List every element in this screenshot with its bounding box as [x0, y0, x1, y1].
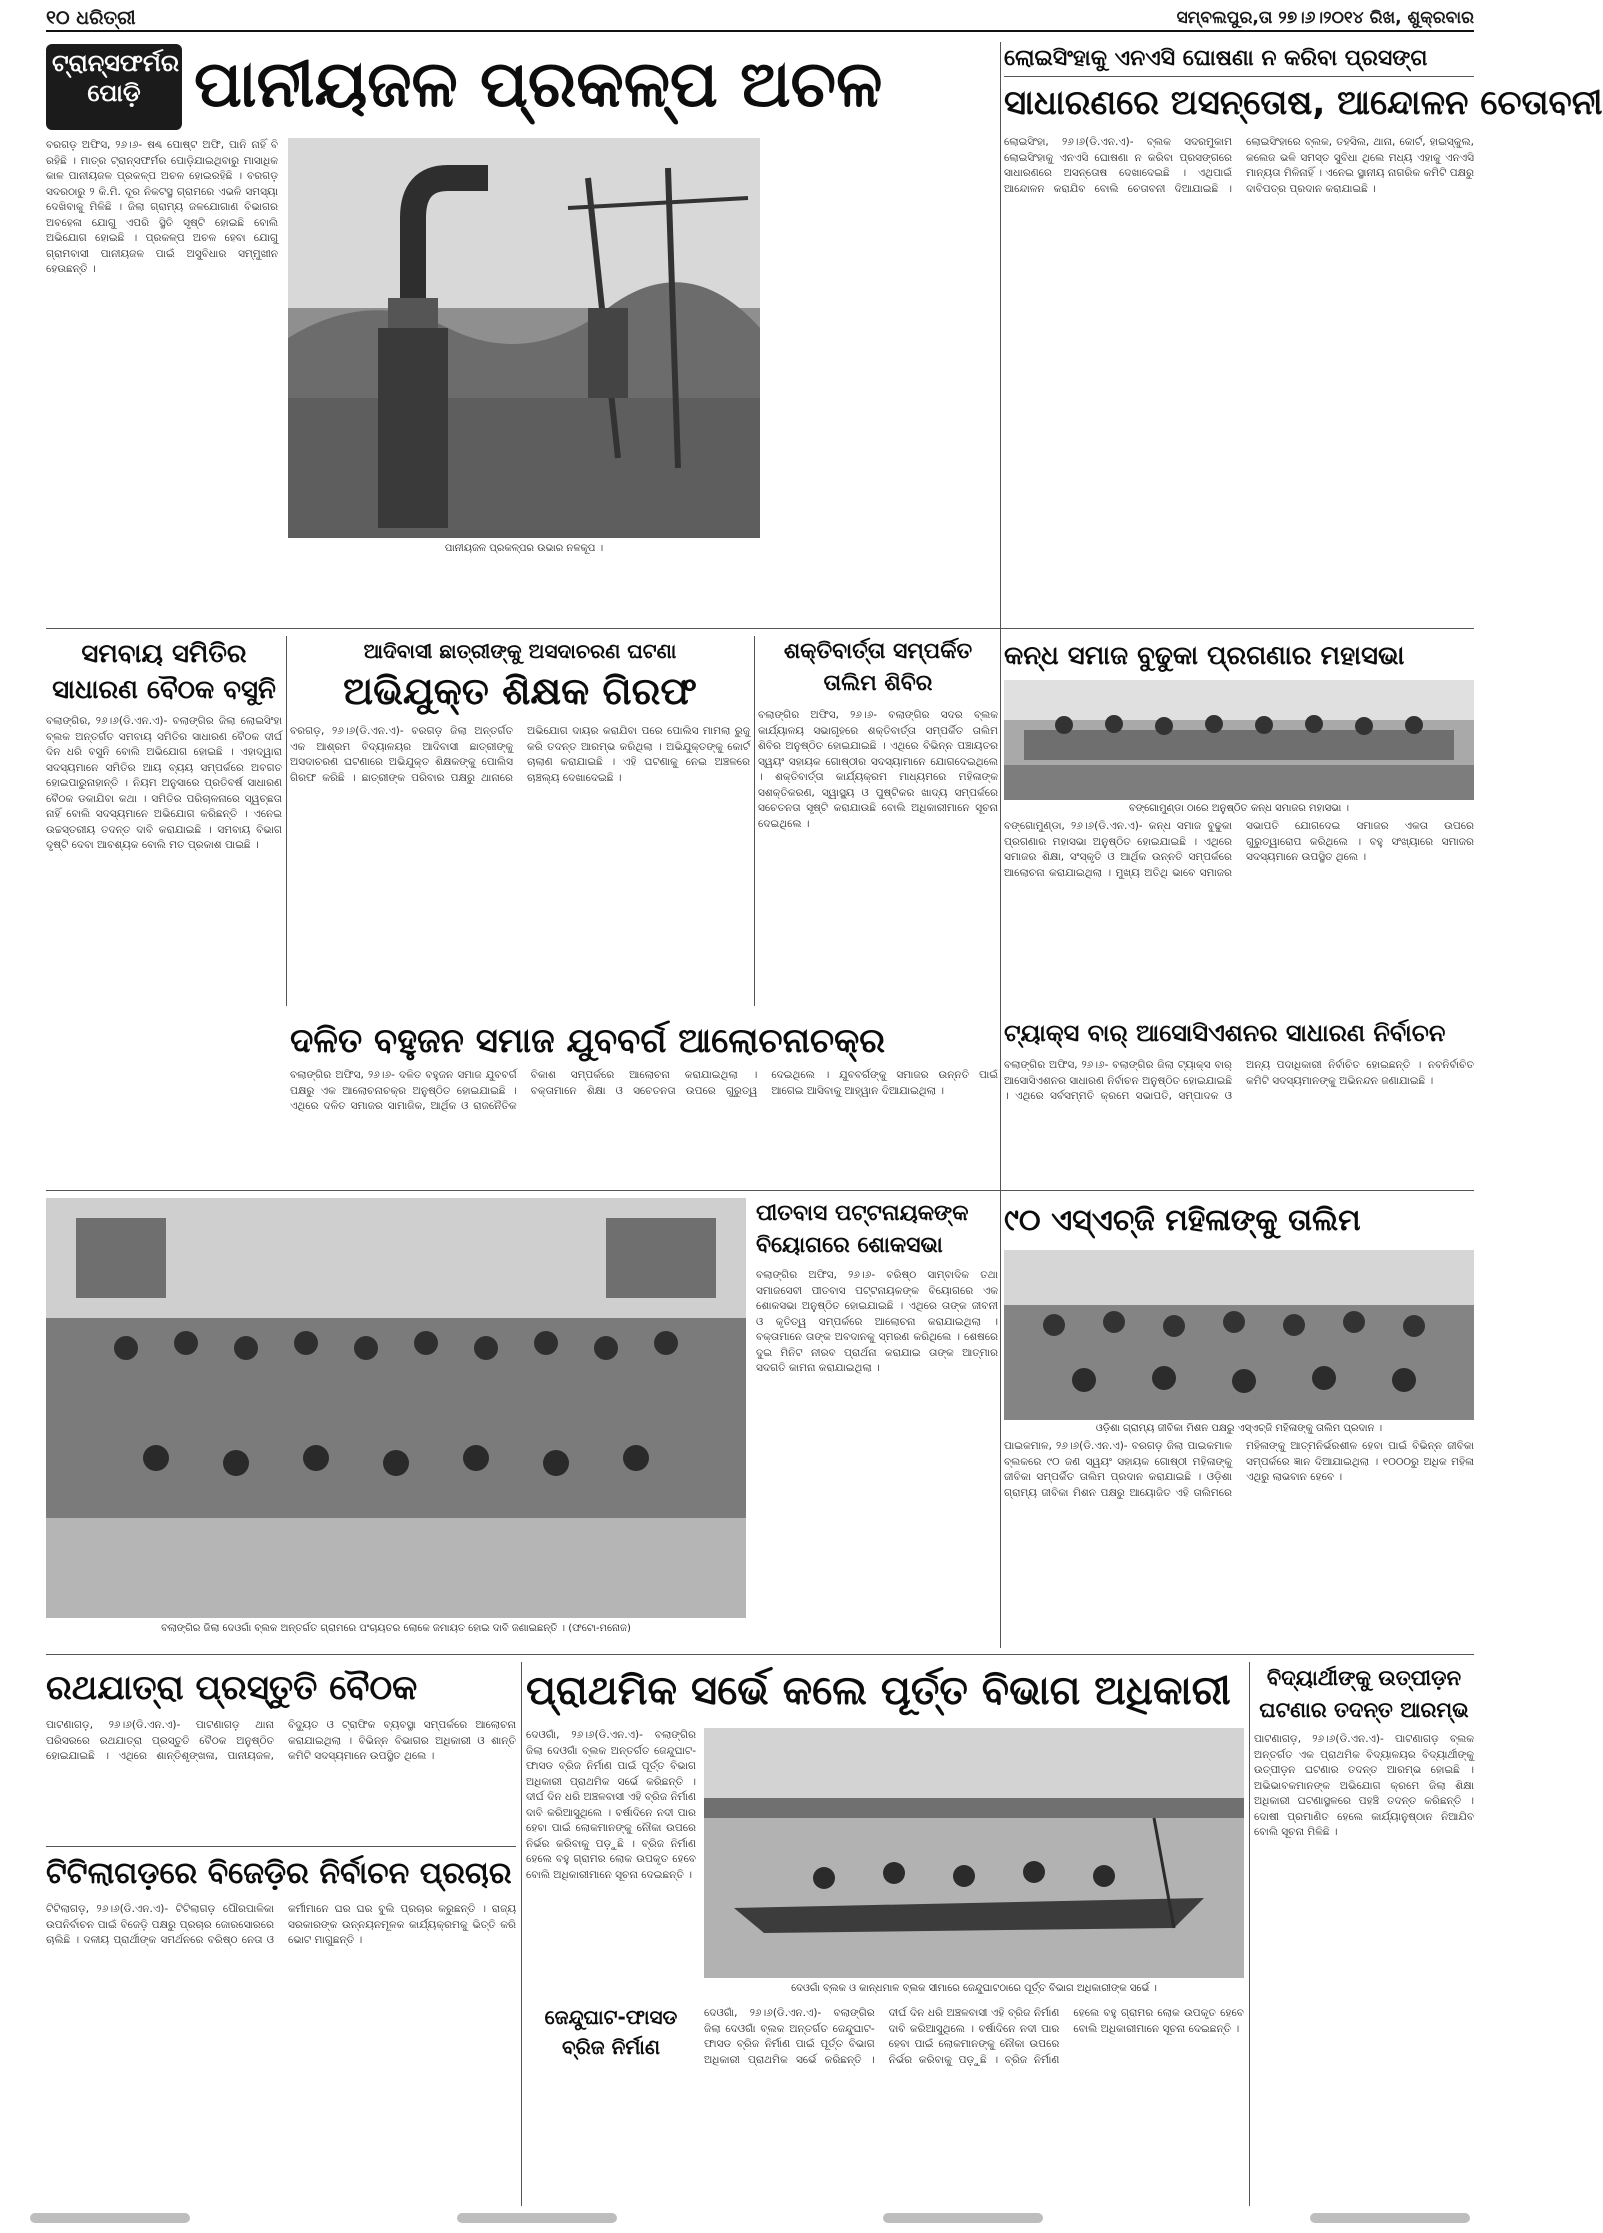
photo-caption: ଦେଓଗାଁ ବ୍ଲକ ଓ କାନ୍ଧମାଳ ବ୍ଲକ ସୀମାରେ ଜେନ୍ଦୁଘାଟଠାରେ ପୂର୍ତ୍ତ ବିଭାଗ ଅଧିକାରୀଙ୍କ ସର୍ଭେ । [791, 1983, 1157, 1994]
kandha-photo [1004, 680, 1474, 800]
story-headline: ପୀତବାସ ପଟ୍ଟନାୟକଙ୍କ ବିୟୋଗରେ ଶୋକସଭା [756, 1201, 969, 1258]
story-cooperative [46, 636, 282, 1006]
column-rule [1000, 42, 1001, 1648]
story-headline: ଅଭିଯୁକ୍ତ ଶିକ୍ଷକ ଗିରଫ [343, 669, 697, 713]
villagers-photo [46, 1198, 746, 1618]
photo-caption: ବଲାଙ୍ଗିର ଜିଲା ଦେଓଗାଁ ବ୍ଲକ ଅନ୍ତର୍ଗତ ଗ୍ରାମରେ ପଂଚାୟତର ଲୋକେ ଜମାୟତ ହୋଇ ଦାବି ଜଣାଇଛନ୍ତି । (ଫଟୋ-ମନୋଜ) [161, 1623, 631, 1634]
story-headline: ରଥଯାତ୍ରା ପ୍ରସ୍ତୁତି ବୈଠକ [46, 1668, 418, 1708]
story-teacher [290, 636, 750, 1006]
story-villagers [46, 1198, 746, 1648]
column-rule [521, 1662, 522, 2206]
story-body: ପାଇକମାଳ, ୨୬।୬(ଡି.ଏନ.ଏ)- ବରଗଡ଼ ଜିଲା ପାଇକମାଳ ବ୍ଲକରେ ୯୦ ଜଣ ସ୍ୱୟଂ ସହାୟକ ଗୋଷ୍ଠୀ ମହିଳାଙ୍କୁ ଜୀବିକା ସମ୍ପର୍କିତ ତାଲିମ ପ୍ରଦାନ କରାଯାଇଛି । ଓଡ଼ିଶା ଗ୍ରାମ୍ୟ ଜୀବିକା ମିଶନ ପକ୍ଷରୁ ଆୟୋଜିତ ଏହି ତାଲିମରେ ମହିଳାଙ୍କୁ ଆତ୍ମନିର୍ଭରଶୀଳ ହେବା ପାଇଁ ବିଭିନ୍ନ ଜୀବିକା ସମ୍ପର୍କରେ ଜ୍ଞାନ ଦିଆଯାଇଥିଲା । ୧୦୦୦ରୁ ଅଧିକ ମହିଳା ଏଥିରୁ ଲାଭବାନ ହେବେ । [1004, 1440, 1474, 1499]
masthead-strip [46, 6, 1474, 32]
story-headline: ଟ୍ୟାକ୍ସ ବାର୍ ଆସୋସିଏଶନର ସାଧାରଣ ନିର୍ବାଚନ [1004, 1019, 1446, 1047]
story-titilagarh [46, 1850, 516, 2206]
divider [46, 1846, 516, 1847]
story-body: ପାଟଣାଗଡ଼, ୨୬।୬(ଡି.ଏନ.ଏ)- ପାଟଣାଗଡ଼ ଥାନା ପରିସରରେ ରଥଯାତ୍ରା ପ୍ରସ୍ତୁତି ବୈଠକ ଅନୁଷ୍ଠିତ ହୋଇଯାଇଛି । ଏଥିରେ ଶାନ୍ତିଶୃଙ୍ଖଳା, ପାନୀୟଜଳ, ବିଦ୍ୟୁତ ଓ ଟ୍ରାଫିକ ବ୍ୟବସ୍ଥା ସମ୍ପର୍କରେ ଆଲୋଚନା କରାଯାଇଥିଲା । ବିଭିନ୍ନ ବିଭାଗର ଅଧିକାରୀ ଓ ଶାନ୍ତି କମିଟି ସଦସ୍ୟମାନେ ଉପସ୍ଥିତ ଥିଲେ । [46, 1719, 516, 1762]
story-headline: ସମବାୟ ସମିତିର ସାଧାରଣ ବୈଠକ ବସୁନି [52, 639, 276, 705]
story-taxbar [1004, 1014, 1474, 1184]
story-headline: ସାଧାରଣରେ ଅସନ୍ତୋଷ, ଆନ୍ଦୋଳନ ଚେତାବନୀ [1004, 83, 1603, 123]
photo-caption: ବଙ୍ଗୋମୁଣ୍ଡା ଠାରେ ଅନୁଷ୍ଠିତ କନ୍ଧ ସମାଜର ମହାସଭା । [1129, 803, 1349, 814]
story-subhead: ଜେନ୍ଦୁଘାଟ-ଫାସଡ ବ୍ରିଜ ନିର୍ମାଣ [544, 2005, 678, 2059]
footer-mark [1310, 2213, 1470, 2223]
story-body: ଟିଟିଲାଗଡ଼, ୨୬।୬(ଡି.ଏନ.ଏ)- ଟିଟିଲାଗଡ଼ ପୌରପାଳିକା ଉପନିର୍ବାଚନ ପାଇଁ ବିଜେଡ଼ି ପକ୍ଷରୁ ପ୍ରଚାର ଜୋରସୋରରେ ଚାଲିଛି । ଦଳୀୟ ପ୍ରାର୍ଥୀଙ୍କ ସମର୍ଥନରେ ବରିଷ୍ଠ ନେତା ଓ କର୍ମୀମାନେ ଘର ଘର ବୁଲି ପ୍ରଚାର କରୁଛନ୍ତି । ରାଜ୍ୟ ସରକାରଙ୍କ ଉନ୍ନୟନମୂଳକ କାର୍ଯ୍ୟକ୍ରମକୁ ଭିତ୍ତି କରି ଭୋଟ ମାଗୁଛନ୍ତି । [46, 1903, 516, 1946]
story-body: ବଲାଙ୍ଗିର ଅଫିସ, ୨୬।୬- ବରିଷ୍ଠ ସାମ୍ବାଦିକ ତଥା ସମାଜସେବୀ ପୀତବାସ ପଟ୍ଟନାୟକଙ୍କ ବିୟୋଗରେ ଏକ ଶୋକସଭା ଅନୁଷ୍ଠିତ ହୋଇଯାଇଛି । ଏଥିରେ ତାଙ୍କ ଜୀବନୀ ଓ କୃତିତ୍ୱ ସମ୍ପର୍କରେ ଆଲୋଚନା କରାଯାଇଥିଲା । ବକ୍ତାମାନେ ତାଙ୍କ ଅବଦାନକୁ ସ୍ମରଣ କରିଥିଲେ । ଶେଷରେ ଦୁଇ ମିନିଟ ନୀରବ ପ୍ରାର୍ଥନା କରାଯାଇ ତାଙ୍କ ଆତ୍ମାର ସଦଗତି କାମନା କରାଯାଇଥିଲା । [756, 1269, 998, 1374]
footer-mark [30, 2213, 190, 2223]
story-body: ଲୋଇସିଂହା, ୨୬।୬(ଡି.ଏନ.ଏ)- ବ୍ଲକ ସଦରମୁକାମ ଲୋଇସିଂହାକୁ ଏନଏସି ଘୋଷଣା ନ କରିବା ପ୍ରସଙ୍ଗରେ ସାଧାରଣରେ ଅସନ୍ତୋଷ ଦେଖାଦେଇଛି । ଏଥିପାଇଁ ଆନ୍ଦୋଳନ କରାଯିବ ବୋଲି ଚେତାବନୀ ଦିଆଯାଇଛି । ଲୋଇସିଂହାରେ ବ୍ଲକ, ତହସିଲ, ଥାନା, କୋର୍ଟ, ହାଇସ୍କୁଲ, କଲେଜ ଭଳି ସମସ୍ତ ସୁବିଧା ଥିଲେ ମଧ୍ୟ ଏହାକୁ ଏନଏସି ମାନ୍ୟତା ମିଳିନାହିଁ । ଏନେଇ ସ୍ଥାନୀୟ ନାଗରିକ କମିଟି ପକ୍ଷରୁ ଦାବିପତ୍ର ପ୍ରଦାନ କରାଯାଇଛି । [1004, 136, 1474, 195]
column-rule [286, 636, 287, 1006]
column-rule [1249, 1662, 1250, 2206]
story-body: ଦେଓଗାଁ, ୨୬।୬(ଡି.ଏନ.ଏ)- ବଲାଙ୍ଗିର ଜିଲା ଦେଓଗାଁ ବ୍ଲକ ଅନ୍ତର୍ଗତ ଜେନ୍ଦୁଘାଟ-ଫାସଡ ବ୍ରିଜ ନିର୍ମାଣ ପାଇଁ ପୂର୍ତ୍ତ ବିଭାଗ ଅଧିକାରୀ ପ୍ରାଥମିକ ସର୍ଭେ କରିଛନ୍ତି । ଦୀର୍ଘ ଦିନ ଧରି ଅଞ୍ଚଳବାସୀ ଏହି ବ୍ରିଜ ନିର୍ମାଣ ଦାବି କରିଆସୁଥିଲେ । ବର୍ଷାଦିନେ ନଦୀ ପାର ହେବା ପାଇଁ ଲୋକମାନଙ୍କୁ ନୌକା ଉପରେ ନିର୍ଭର କରିବାକୁ ପଡ଼ୁଛି । ବ୍ରିଜ ନିର୍ମାଣ ହେଲେ ବହୁ ଗ୍ରାମର ଲୋକ ଉପକୃତ ହେବେ ବୋଲି ଅଧିକାରୀମାନେ ସୂଚନା ଦେଇଛନ୍ତି । [526, 1729, 696, 1881]
story-headline: ୯୦ ଏସ୍‌ଏଚ୍‌ଜି ମହିଳାଙ୍କୁ ତାଲିମ [1004, 1203, 1361, 1238]
story-dalit [290, 1014, 998, 1184]
story-headline: ପାନୀୟଜଳ ପ୍ରକଳ୍ପ ଅଚଳ [194, 48, 883, 122]
story-student [1254, 1662, 1474, 2206]
divider [46, 1190, 1474, 1191]
photo-caption: ଓଡ଼ିଶା ଗ୍ରାମ୍ୟ ଜୀବିକା ମିଶନ ପକ୍ଷରୁ ଏସ୍‌ଏଚ୍‌ଜି ମହିଳାଙ୍କୁ ତାଲିମ ପ୍ରଦାନ । [1095, 1423, 1383, 1434]
story-loisingha [1004, 42, 1603, 622]
story-headline: ବିଦ୍ୟାର୍ଥୀଙ୍କୁ ଉତ୍ପୀଡ଼ନ ଘଟଣାର ତଦନ୍ତ ଆରମ୍ଭ [1259, 1666, 1469, 1722]
story-survey [526, 1662, 1244, 2206]
crowd-image [46, 1198, 746, 1618]
story-body: ବଲାଙ୍ଗିର ଅଫିସ, ୨୬।୬- ବଲାଙ୍ଗିର ଜିଲା ଟ୍ୟାକ୍ସ ବାର୍ ଆସୋସିଏଶନର ସାଧାରଣ ନିର୍ବାଚନ ଅନୁଷ୍ଠିତ ହୋଇଯାଇଛି । ଏଥିରେ ସର୍ବସମ୍ମତି କ୍ରମେ ସଭାପତି, ସମ୍ପାଦକ ଓ ଅନ୍ୟ ପଦାଧିକାରୀ ନିର୍ବାଚିତ ହୋଇଛନ୍ତି । ନବନିର୍ବାଚିତ କମିଟି ସଦସ୍ୟମାନଙ୍କୁ ଅଭିନନ୍ଦନ ଜଣାଯାଇଛି । [1004, 1059, 1474, 1102]
training-image [1004, 1250, 1474, 1420]
story-body: ବଲାଙ୍ଗିର, ୨୬।୬(ଡି.ଏନ.ଏ)- ବଲାଙ୍ଗିର ଜିଲା ଲୋଇସିଂହା ବ୍ଲକ ଅନ୍ତର୍ଗତ ସମବାୟ ସମିତିର ସାଧାରଣ ବୈଠକ ଦୀର୍ଘ ଦିନ ଧରି ବସୁନି ବୋଲି ଅଭିଯୋଗ ହୋଇଛି । ଏହାଦ୍ୱାରା ସଦସ୍ୟମାନେ ସମିତିର ଆୟ ବ୍ୟୟ ସମ୍ପର୍କରେ ଅବଗତ ହୋଇପାରୁନାହାନ୍ତି । ନିୟମ ଅନୁସାରେ ପ୍ରତିବର୍ଷ ସାଧାରଣ ବୈଠକ ଡକାଯିବା କଥା । ସମିତିର ପରିଚାଳନାରେ ସ୍ୱଚ୍ଛତା ନାହିଁ ବୋଲି ସଦସ୍ୟମାନେ ଅଭିଯୋଗ କରିଛନ୍ତି । ଏନେଇ ଉଚ୍ଚସ୍ତରୀୟ ତଦନ୍ତ ଦାବି କରାଯାଇଛି । ସମବାୟ ବିଭାଗ ଦୃଷ୍ଟି ଦେବା ଆବଶ୍ୟକ ବୋଲି ମତ ପ୍ରକାଶ ପାଇଛି । [46, 715, 282, 851]
story-camp [758, 636, 998, 1006]
story-body: ବରଗଡ଼, ୨୬।୬(ଡି.ଏନ.ଏ)- ବରଗଡ଼ ଜିଲା ଅନ୍ତର୍ଗତ ଏକ ଆଶ୍ରମ ବିଦ୍ୟାଳୟର ଆଦିବାସୀ ଛାତ୍ରୀଙ୍କୁ ଅସଦାଚରଣ ଘଟଣାରେ ଅଭିଯୁକ୍ତ ଶିକ୍ଷକଙ୍କୁ ପୋଲିସ ଗିରଫ କରିଛି । ଛାତ୍ରୀଙ୍କ ପରିବାର ପକ୍ଷରୁ ଥାନାରେ ଅଭିଯୋଗ ଦାୟର କରାଯିବା ପରେ ପୋଲିସ ମାମଲା ରୁଜୁ କରି ତଦନ୍ତ ଆରମ୍ଭ କରିଥିଲା । ଅଭିଯୁକ୍ତଙ୍କୁ କୋର୍ଟ ଚାଲାଣ କରାଯାଇଛି । ଏହି ଘଟଣାକୁ ନେଇ ଅଞ୍ଚଳରେ ଚାଞ୍ଚଲ୍ୟ ଦେଖାଦେଇଛି । [290, 725, 750, 784]
story-headline: ଟିଟିଲାଗଡ଼ରେ ବିଜେଡ଼ିର ନିର୍ବାଚନ ପ୍ରଚାର [46, 1856, 512, 1891]
story-headline: ଦଳିତ ବହୁଜନ ସମାଜ ଯୁବବର୍ଗ ଆଲୋଚନାଚକ୍ର [290, 1021, 885, 1061]
story-pitabas [756, 1198, 998, 1648]
story-kicker: ଆଦିବାସୀ ଛାତ୍ରୀଙ୍କୁ ଅସଦାଚରଣ ଘଟଣା [363, 639, 677, 663]
story-continued: ଦେଓଗାଁ, ୨୬।୬(ଡି.ଏନ.ଏ)- ବଲାଙ୍ଗିର ଜିଲା ଦେଓଗାଁ ବ୍ଲକ ଅନ୍ତର୍ଗତ ଜେନ୍ଦୁଘାଟ-ଫାସଡ ବ୍ରିଜ ନିର୍ମାଣ ପାଇଁ ପୂର୍ତ୍ତ ବିଭାଗ ଅଧିକାରୀ ପ୍ରାଥମିକ ସର୍ଭେ କରିଛନ୍ତି । ଦୀର୍ଘ ଦିନ ଧରି ଅଞ୍ଚଳବାସୀ ଏହି ବ୍ରିଜ ନିର୍ମାଣ ଦାବି କରିଆସୁଥିଲେ । ବର୍ଷାଦିନେ ନଦୀ ପାର ହେବା ପାଇଁ ଲୋକମାନଙ୍କୁ ନୌକା ଉପରେ ନିର୍ଭର କରିବାକୁ ପଡ଼ୁଛି । ବ୍ରିଜ ନିର୍ମାଣ ହେଲେ ବହୁ ଗ୍ରାମର ଲୋକ ଉପକୃତ ହେବେ ବୋଲି ଅଧିକାରୀମାନେ ସୂଚନା ଦେଇଛନ୍ତି । [704, 2007, 1244, 2066]
story-shg [1004, 1198, 1474, 1648]
river-boat-image [704, 1728, 1244, 1978]
story-water [46, 42, 996, 622]
shg-training-photo [1004, 1250, 1474, 1420]
story-headline: ଶକ୍ତିବାର୍ତ୍ତା ସମ୍ପର୍କିତ ତାଲିମ ଶିବିର [783, 639, 973, 696]
photo-caption: ପାନୀୟଜଳ ପ୍ରକଳ୍ପର ଉଭାର ନଳକୂପ । [444, 543, 604, 554]
water-pump-photo [288, 138, 760, 538]
divider [46, 1654, 1474, 1655]
footer-mark [457, 2213, 617, 2223]
story-body: ବଲାଙ୍ଗିର ଅଫିସ, ୨୬।୬- ଦଳିତ ବହୁଜନ ସମାଜ ଯୁବବର୍ଗ ପକ୍ଷରୁ ଏକ ଆଲୋଚନାଚକ୍ର ଅନୁଷ୍ଠିତ ହୋଇଯାଇଛି । ଏଥିରେ ଦଳିତ ସମାଜର ସାମାଜିକ, ଆର୍ଥିକ ଓ ରାଜନୈତିକ ବିକାଶ ସମ୍ପର୍କରେ ଆଲୋଚନା କରାଯାଇଥିଲା । ବକ୍ତାମାନେ ଶିକ୍ଷା ଓ ସଚେତନତା ଉପରେ ଗୁରୁତ୍ୱ ଦେଇଥିଲେ । ଯୁବବର୍ଗଙ୍କୁ ସମାଜର ଉନ୍ନତି ପାଇଁ ଆଗେଇ ଆସିବାକୁ ଆହ୍ୱାନ ଦିଆଯାଇଥିଲା । [290, 1069, 998, 1112]
story-kicker: ଲୋଇସିଂହାକୁ ଏନଏସି ଘୋଷଣା ନ କରିବା ପ୍ରସଙ୍ଗ [1004, 42, 1474, 77]
story-kandha [1004, 636, 1474, 1006]
story-headline: କନ୍ଧ ସମାଜ ବୁଢୁକା ପ୍ରଗଣାର ମହାସଭା [1004, 641, 1405, 671]
story-body: ପାଟଣାଗଡ଼, ୨୬।୬(ଡି.ଏନ.ଏ)- ପାଟଣାଗଡ଼ ବ୍ଲକ ଅନ୍ତର୍ଗତ ଏକ ପ୍ରାଥମିକ ବିଦ୍ୟାଳୟର ବିଦ୍ୟାର୍ଥୀଙ୍କୁ ଉତ୍ପୀଡ଼ନ ଘଟଣାର ତଦନ୍ତ ଆରମ୍ଭ ହୋଇଛି । ଅଭିଭାବକମାନଙ୍କ ଅଭିଯୋଗ କ୍ରମେ ଜିଲା ଶିକ୍ଷା ଅଧିକାରୀ ଘଟଣାସ୍ଥଳରେ ପହଞ୍ଚି ତଦନ୍ତ କରିଛନ୍ତି । ଦୋଷୀ ପ୍ରମାଣିତ ହେଲେ କାର୍ଯ୍ୟାନୁଷ୍ଠାନ ନିଆଯିବ ବୋଲି ସୂଚନା ମିଳିଛି । [1254, 1733, 1474, 1838]
page-footer-bar [30, 2213, 1470, 2227]
boat-photo [704, 1728, 1244, 1978]
story-body: ବଲାଙ୍ଗିର ଅଫିସ, ୨୬।୬- ବଲାଙ୍ଗିର ସଦର ବ୍ଲକ କାର୍ଯ୍ୟାଳୟ ସଭାଗୃହରେ ଶକ୍ତିବାର୍ତ୍ତା ସମ୍ପର୍କିତ ତାଲିମ ଶିବିର ଅନୁଷ୍ଠିତ ହୋଇଯାଇଛି । ଏଥିରେ ବିଭିନ୍ନ ପଞ୍ଚାୟତର ସ୍ୱୟଂ ସହାୟକ ଗୋଷ୍ଠୀର ସଦସ୍ୟାମାନେ ଯୋଗଦେଇଥିଲେ । ଶକ୍ତିବାର୍ତ୍ତା କାର୍ଯ୍ୟକ୍ରମ ମାଧ୍ୟମରେ ମହିଳାଙ୍କ ସଶକ୍ତିକରଣ, ସ୍ୱାସ୍ଥ୍ୟ ଓ ପୁଷ୍ଟିକର ଖାଦ୍ୟ ସମ୍ପର୍କରେ ସଚେତନତା ସୃଷ୍ଟି କରାଯାଉଛି ବୋଲି ଅଧିକାରୀମାନେ ସୂଚନା ଦେଇଥିଲେ । [758, 709, 998, 830]
water-pump-image [288, 138, 760, 538]
story-rathyatra [46, 1662, 516, 1842]
divider [46, 628, 1474, 629]
story-tag: ଟ୍ରାନ୍ସଫର୍ମର ପୋଡ଼ି [46, 44, 182, 130]
story-body: ବରଗଡ଼ ଅଫିସ, ୨୬।୬- ଷଣ୍ଢ ପୋଷ୍ଟ ଅଫି, ପାନି ନାହିଁ ବି ରହିଛି । ମାତ୍ର ଟ୍ରାନ୍ସଫର୍ମର ପୋଡ଼ିଯାଇଥିବାରୁ ମାସାଧିକ କାଳ ପାନୀୟଜଳ ପ୍ରକଳ୍ପ ଅଚଳ ହୋଇରହିଛି । ବରଗଡ଼ ସଦରଠାରୁ ୨ କି.ମି. ଦୂର ନିକଟସ୍ଥ ଗ୍ରାମରେ ଏଭଳି ସମସ୍ୟା ଦେଖିବାକୁ ମିଳିଛି । ଜିଲା ଗ୍ରାମ୍ୟ ଜଳଯୋଗାଣ ବିଭାଗର ଅବହେଳା ଯୋଗୁ ଏପରି ସ୍ଥିତି ସୃଷ୍ଟି ହୋଇଛି ବୋଲି ଅଭିଯୋଗ ହୋଇଛି । ପ୍ରକଳ୍ପ ଅଚଳ ହେବା ଯୋଗୁ ଗ୍ରାମବାସୀ ପାନୀୟଜଳ ପାଇଁ ଅସୁବିଧାର ସମ୍ମୁଖୀନ ହେଉଛନ୍ତି । [46, 139, 278, 275]
column-rule [754, 636, 755, 1006]
assembly-image [1004, 680, 1474, 800]
story-headline: ପ୍ରାଥମିକ ସର୍ଭେ କଲେ ପୂର୍ତ୍ତ ବିଭାଗ ଅଧିକାରୀ [526, 1668, 1231, 1714]
story-body: ବଙ୍ଗୋମୁଣ୍ଡା, ୨୬।୬(ଡି.ଏନ.ଏ)- କନ୍ଧ ସମାଜ ବୁଢୁକା ପ୍ରଗଣାର ମହାସଭା ଅନୁଷ୍ଠିତ ହୋଇଯାଇଛି । ଏଥିରେ ସମାଜର ଶିକ୍ଷା, ସଂସ୍କୃତି ଓ ଆର୍ଥିକ ଉନ୍ନତି ସମ୍ପର୍କରେ ଆଲୋଚନା କରାଯାଇଥିଲା । ମୁଖ୍ୟ ଅତିଥି ଭାବେ ସମାଜର ସଭାପତି ଯୋଗଦେଇ ସମାଜର ଏକତା ଉପରେ ଗୁରୁତ୍ୱାରୋପ କରିଥିଲେ । ବହୁ ସଂଖ୍ୟାରେ ସମାଜର ସଦସ୍ୟମାନେ ଉପସ୍ଥିତ ଥିଲେ । [1004, 820, 1474, 879]
page-label: ୧୦ ଧରିତ୍ରୀ [46, 7, 136, 29]
footer-mark [883, 2213, 1043, 2223]
dateline: ସମ୍ବଲପୁର,ତା ୨୭।୬।୨୦୧୪ ରିଖ, ଶୁକ୍ରବାର [1176, 8, 1474, 28]
